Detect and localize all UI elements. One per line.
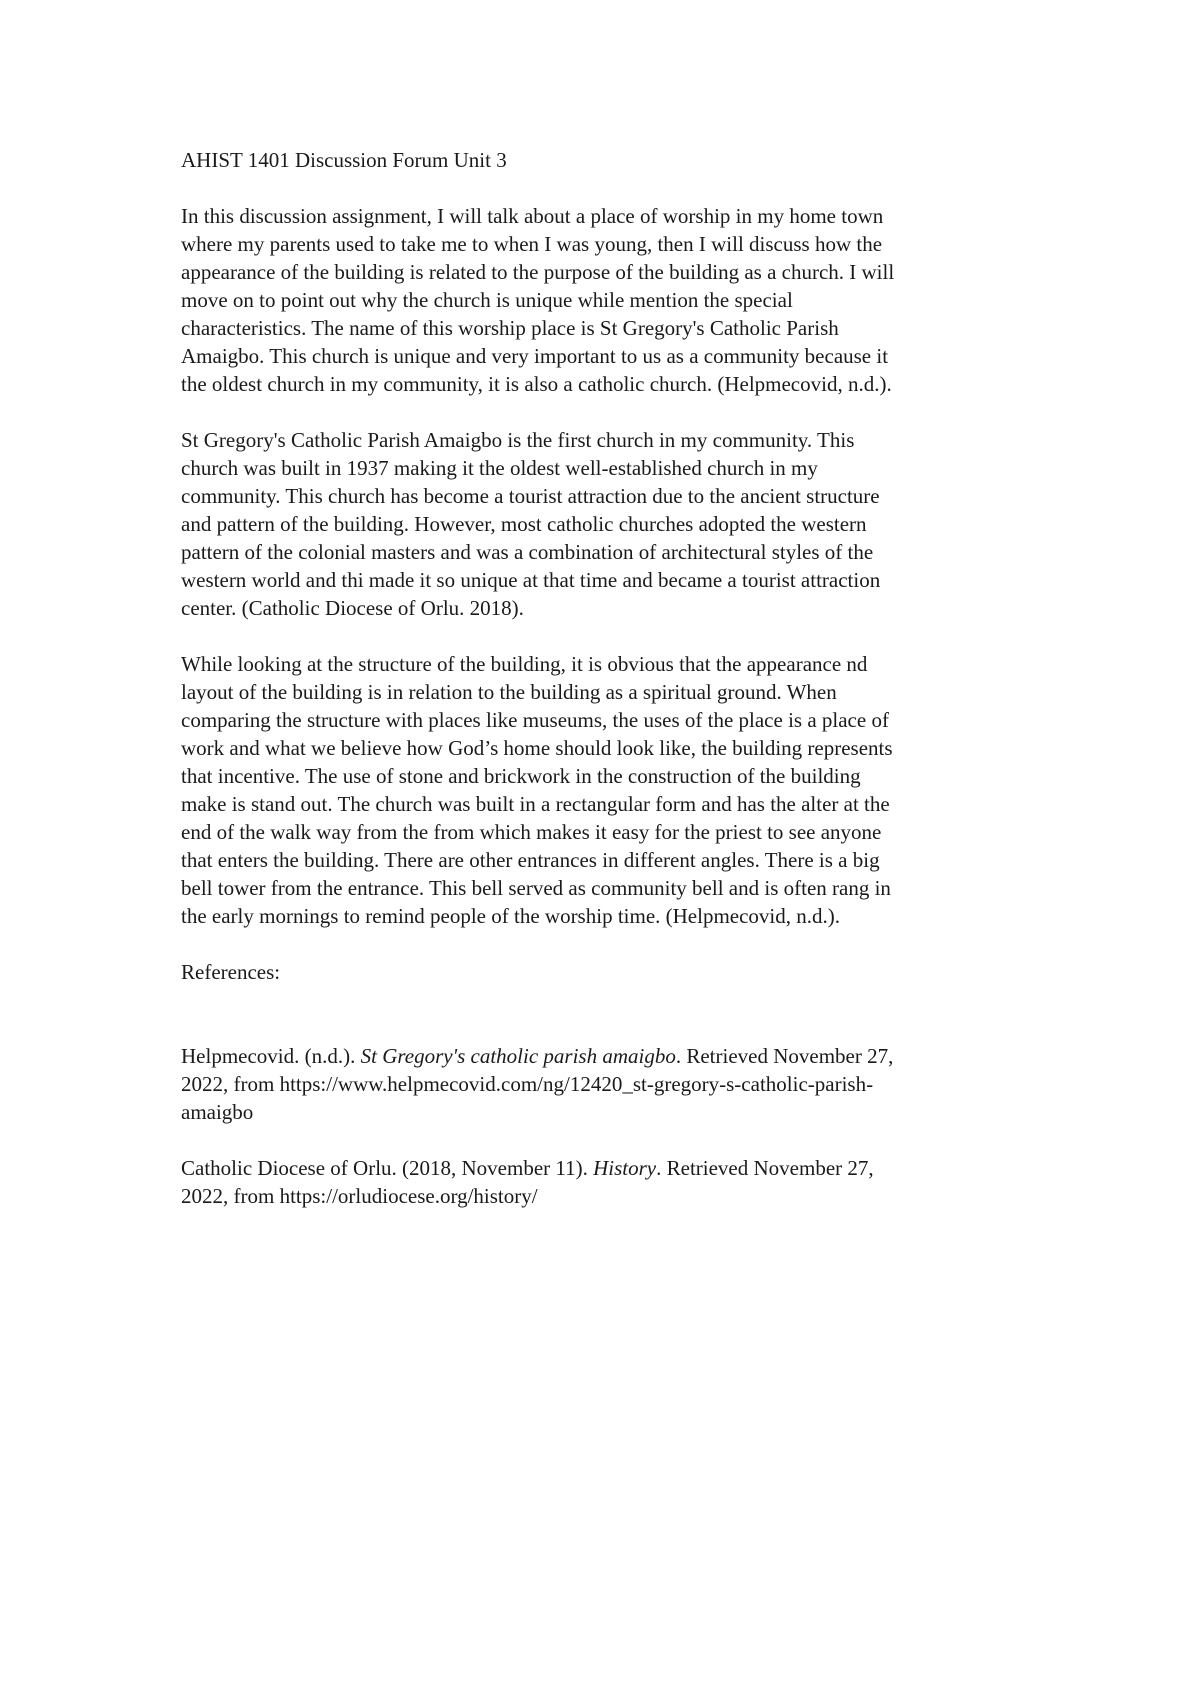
paragraph-line: end of the walk way from the from which makes it easy for the priest to see anyone	[181, 820, 882, 844]
reference-author-date: Helpmecovid. (n.d.).	[181, 1044, 361, 1068]
reference-line: 2022, from https://orludiocese.org/history/	[181, 1184, 538, 1208]
paragraph-line: While looking at the structure of the building, it is obvious that the appearance nd	[181, 652, 868, 676]
paragraph-line: layout of the building is in relation to the building as a spiritual ground. When	[181, 680, 837, 704]
reference-line: 2022, from https://www.helpmecovid.com/ng/12420_st-gregory-s-catholic-parish-	[181, 1072, 874, 1096]
paragraph-line: make is stand out. The church was built in a rectangular form and has the alter at the	[181, 792, 890, 816]
paragraph-line: appearance of the building is related to the purpose of the building as a church. I will	[181, 260, 895, 284]
document-body	[181, 146, 1031, 1238]
paragraph-line: center. (Catholic Diocese of Orlu. 2018).	[181, 596, 524, 620]
reference-entry	[181, 1042, 1031, 1126]
paragraph-line: that incentive. The use of stone and brickwork in the construction of the building	[181, 764, 861, 788]
reference-retrieved: . Retrieved November 27,	[675, 1044, 894, 1068]
paragraph-line: western world and thi made it so unique at that time and became a tourist attraction	[181, 568, 881, 592]
paragraph-history	[181, 426, 1031, 622]
reference-line	[181, 1154, 1031, 1182]
paragraph-line: In this discussion assignment, I will talk about a place of worship in my home town	[181, 204, 884, 228]
paragraph-line: that enters the building. There are other entrances in different angles. There is a big	[181, 848, 880, 872]
paragraph-line: move on to point out why the church is unique while mention the special	[181, 288, 793, 312]
document-title: AHIST 1401 Discussion Forum Unit 3	[181, 148, 507, 172]
reference-entry	[181, 1154, 1031, 1210]
paragraph-line: and pattern of the building. However, most catholic churches adopted the western	[181, 512, 867, 536]
references-heading: References:	[181, 960, 281, 984]
reference-retrieved: . Retrieved November 27,	[656, 1156, 874, 1180]
paragraph-intro	[181, 202, 1031, 398]
paragraph-line: where my parents used to take me to when I was young, then I will discuss how the	[181, 232, 883, 256]
reference-title: History	[593, 1156, 657, 1180]
paragraph-line: bell tower from the entrance. This bell served as community bell and is often rang in	[181, 876, 891, 900]
paragraph-line: pattern of the colonial masters and was a combination of architectural styles of the	[181, 540, 874, 564]
paragraph-line: St Gregory's Catholic Parish Amaigbo is the first church in my community. This	[181, 428, 855, 452]
paragraph-line: the early mornings to remind people of the worship time. (Helpmecovid, n.d.).	[181, 904, 841, 928]
paragraph-line: characteristics. The name of this worship place is St Gregory's Catholic Parish	[181, 316, 839, 340]
paragraph-line: community. This church has become a tourist attraction due to the ancient structure	[181, 484, 880, 508]
paragraph-line: Amaigbo. This church is unique and very important to us as a community because it	[181, 344, 889, 368]
paragraph-line: church was built in 1937 making it the oldest well-established church in my	[181, 456, 818, 480]
reference-line	[181, 1042, 1031, 1070]
reference-line: amaigbo	[181, 1100, 254, 1124]
paragraph-line: comparing the structure with places like museums, the uses of the place is a place of	[181, 708, 889, 732]
paragraph-structure	[181, 650, 1031, 930]
reference-title: St Gregory's catholic parish amaigbo	[360, 1044, 676, 1068]
paragraph-line: the oldest church in my community, it is also a catholic church. (Helpmecovid, n.d.).	[181, 372, 892, 396]
paragraph-line: work and what we believe how God’s home should look like, the building represents	[181, 736, 893, 760]
reference-author-date: Catholic Diocese of Orlu. (2018, November 11).	[181, 1156, 594, 1180]
